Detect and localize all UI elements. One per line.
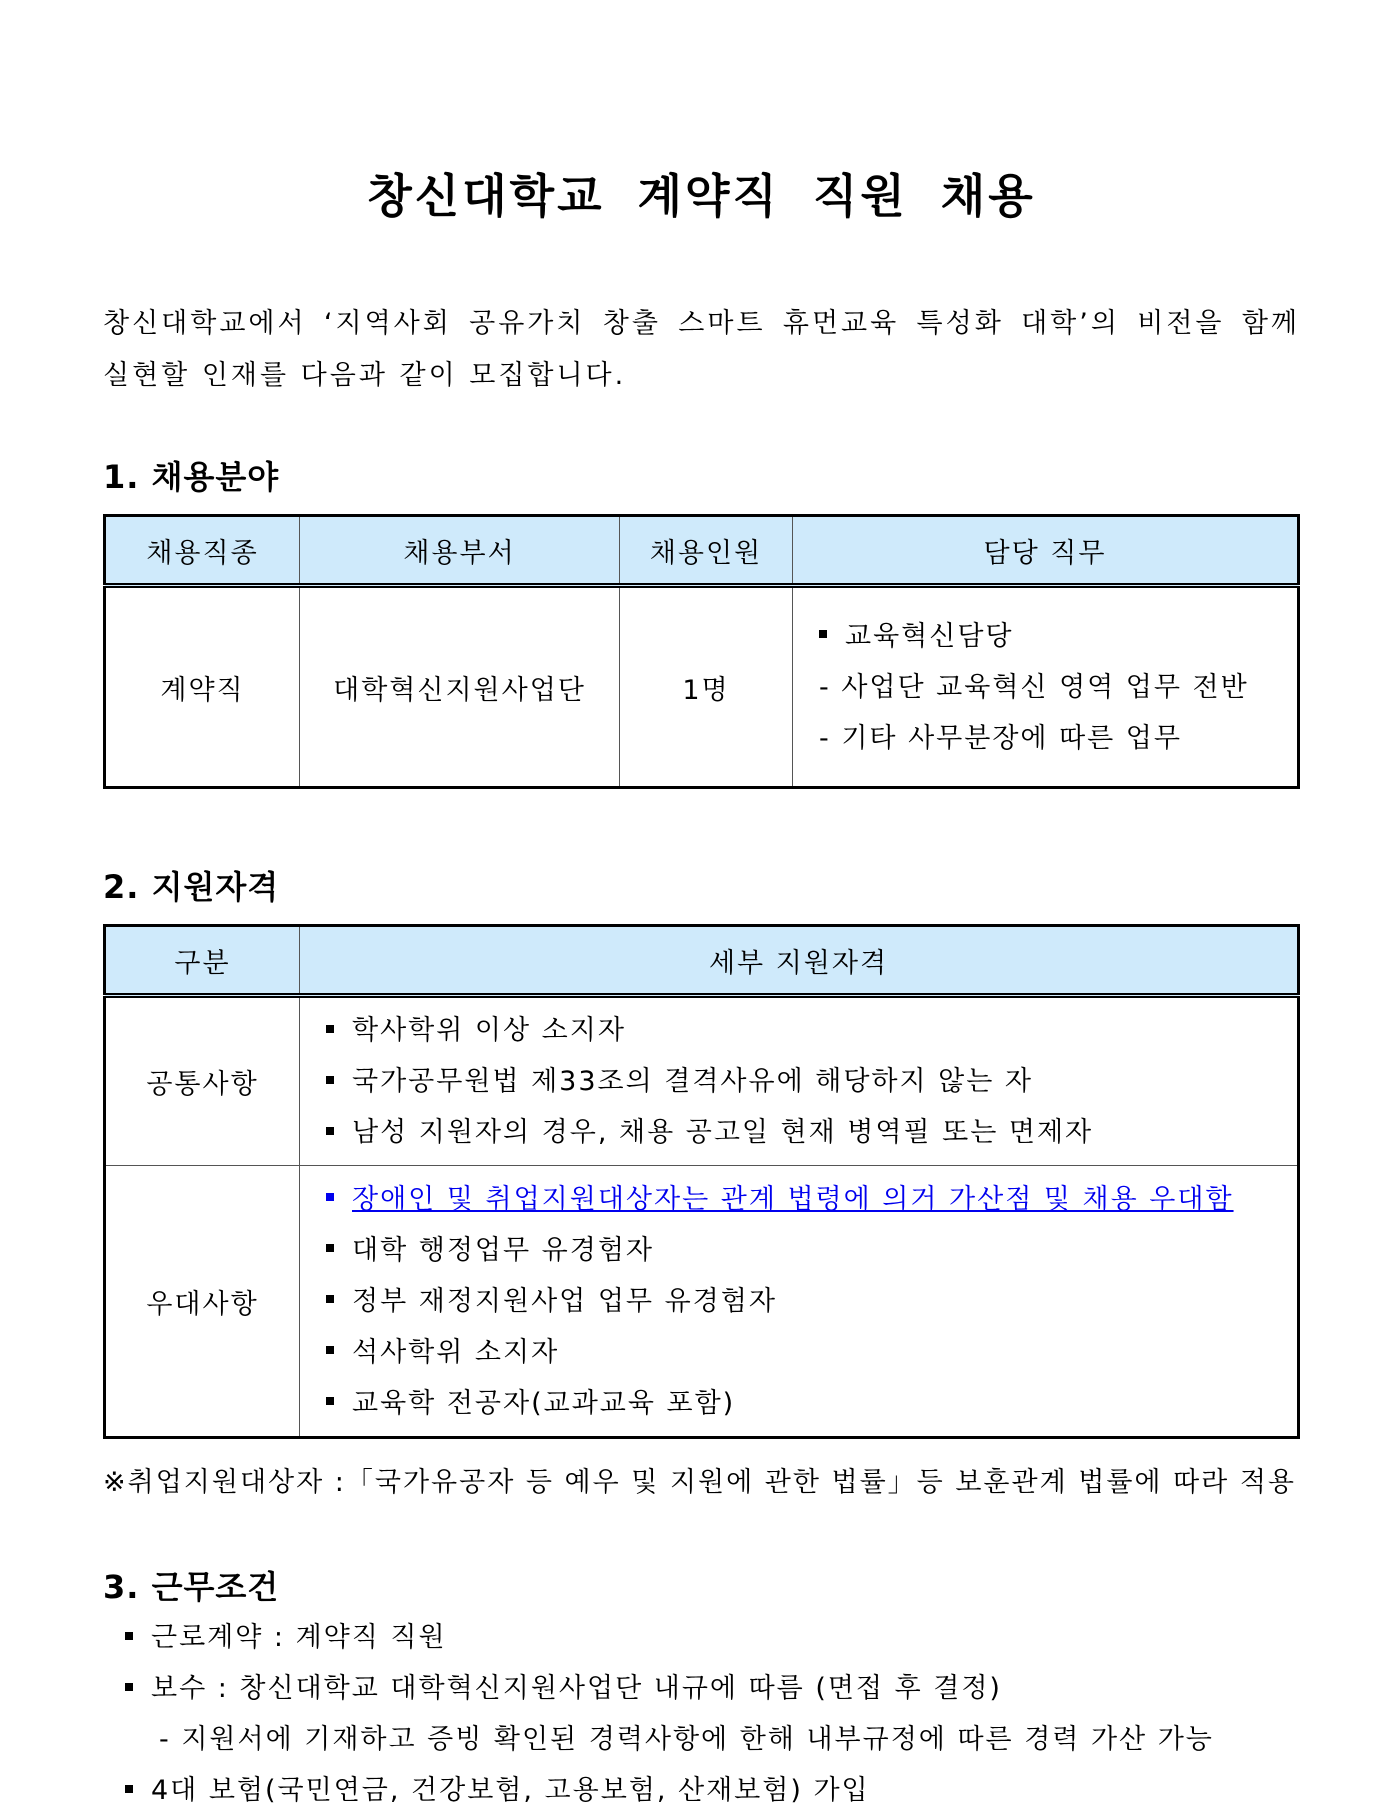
work-conditions-list: [125, 1612, 1214, 1816]
header-duties: 담당 직무: [793, 516, 1299, 586]
square-bullet-icon: [326, 1295, 334, 1303]
cell-job-type: 계약직: [105, 586, 300, 788]
square-bullet-icon: [819, 630, 827, 638]
header-job-type: 채용직종: [105, 516, 300, 586]
header-category: 구분: [105, 926, 300, 996]
header-department: 채용부서: [300, 516, 620, 586]
page-title: 창신대학교 계약직 직원 채용: [367, 169, 1036, 223]
cell-common-label: 공통사항: [105, 996, 300, 1166]
section-1-title: 1. 채용분야: [103, 458, 280, 496]
list-item: 정부 재정지원사업 업무 유경험자: [326, 1276, 1297, 1327]
square-bullet-icon: [326, 1076, 334, 1084]
intro-line-2: 실현할 인재를 다음과 같이 모집합니다.: [103, 360, 627, 391]
list-item: 대학 행정업무 유경험자: [326, 1225, 1297, 1276]
list-item: 석사학위 소지자: [326, 1327, 1297, 1378]
square-bullet-icon: [125, 1785, 133, 1793]
preferred-link[interactable]: 장애인 및 취업지원대상자는 관계 법령에 의거 가산점 및 채용 우대함: [352, 1183, 1234, 1215]
table-header-row: [105, 926, 1299, 996]
square-bullet-icon: [326, 1397, 334, 1405]
list-item-link[interactable]: [326, 1174, 1297, 1225]
table-row: [105, 996, 1299, 1166]
list-item: 남성 지원자의 경우, 채용 공고일 현재 병역필 또는 면제자: [326, 1107, 1297, 1158]
square-bullet-icon: [326, 1244, 334, 1252]
cell-common-items: [300, 996, 1299, 1166]
list-item: 근로계약 : 계약직 직원: [125, 1612, 1214, 1663]
duty-sub-item: - 기타 사무분장에 따른 업무: [819, 722, 1182, 754]
intro-paragraph: [103, 298, 1300, 402]
header-detail: 세부 지원자격: [300, 926, 1299, 996]
square-bullet-icon: [326, 1346, 334, 1354]
footnote: ※취업지원대상자 :「국가유공자 등 예우 및 지원에 관한 법률」등 보훈관계 법률에 따라 적용: [103, 1467, 1296, 1498]
duty-sub-item: - 사업단 교육혁신 영역 업무 전반: [819, 671, 1249, 703]
list-sub-item: - 지원서에 기재하고 증빙 확인된 경력사항에 한해 내부규정에 따른 경력 가산 가능: [159, 1724, 1214, 1755]
recruitment-field-table: [103, 514, 1300, 789]
cell-preferred-label: 우대사항: [105, 1166, 300, 1438]
section-2-title: 2. 지원자격: [103, 868, 280, 906]
list-item: 보수 : 창신대학교 대학혁신지원사업단 내규에 따름 (면접 후 결정): [125, 1663, 1214, 1714]
list-item: 학사학위 이상 소지자: [326, 1005, 1297, 1056]
table-header-row: [105, 516, 1299, 586]
square-bullet-icon: [125, 1683, 133, 1691]
list-item: 국가공무원법 제33조의 결격사유에 해당하지 않는 자: [326, 1056, 1297, 1107]
cell-preferred-items: [300, 1166, 1299, 1438]
section-3-title: 3. 근무조건: [103, 1568, 280, 1606]
square-bullet-icon: [326, 1127, 334, 1135]
list-item: 4대 보험(국민연금, 건강보험, 고용보험, 산재보험) 가입: [125, 1765, 1214, 1816]
cell-duties: [793, 586, 1299, 788]
qualification-table: [103, 924, 1300, 1439]
square-bullet-icon: [326, 1193, 334, 1201]
intro-line-1: 창신대학교에서 ‘지역사회 공유가치 창출 스마트 휴먼교육 특성화 대학’의 비전을 함께: [103, 308, 1300, 339]
table-row: [105, 1166, 1299, 1438]
table-row: [105, 586, 1299, 788]
cell-department: 대학혁신지원사업단: [300, 586, 620, 788]
cell-headcount: 1명: [620, 586, 793, 788]
square-bullet-icon: [326, 1025, 334, 1033]
duty-item: 교육혁신담당: [819, 611, 1297, 662]
square-bullet-icon: [125, 1632, 133, 1640]
header-headcount: 채용인원: [620, 516, 793, 586]
list-item: 교육학 전공자(교과교육 포함): [326, 1378, 1297, 1429]
